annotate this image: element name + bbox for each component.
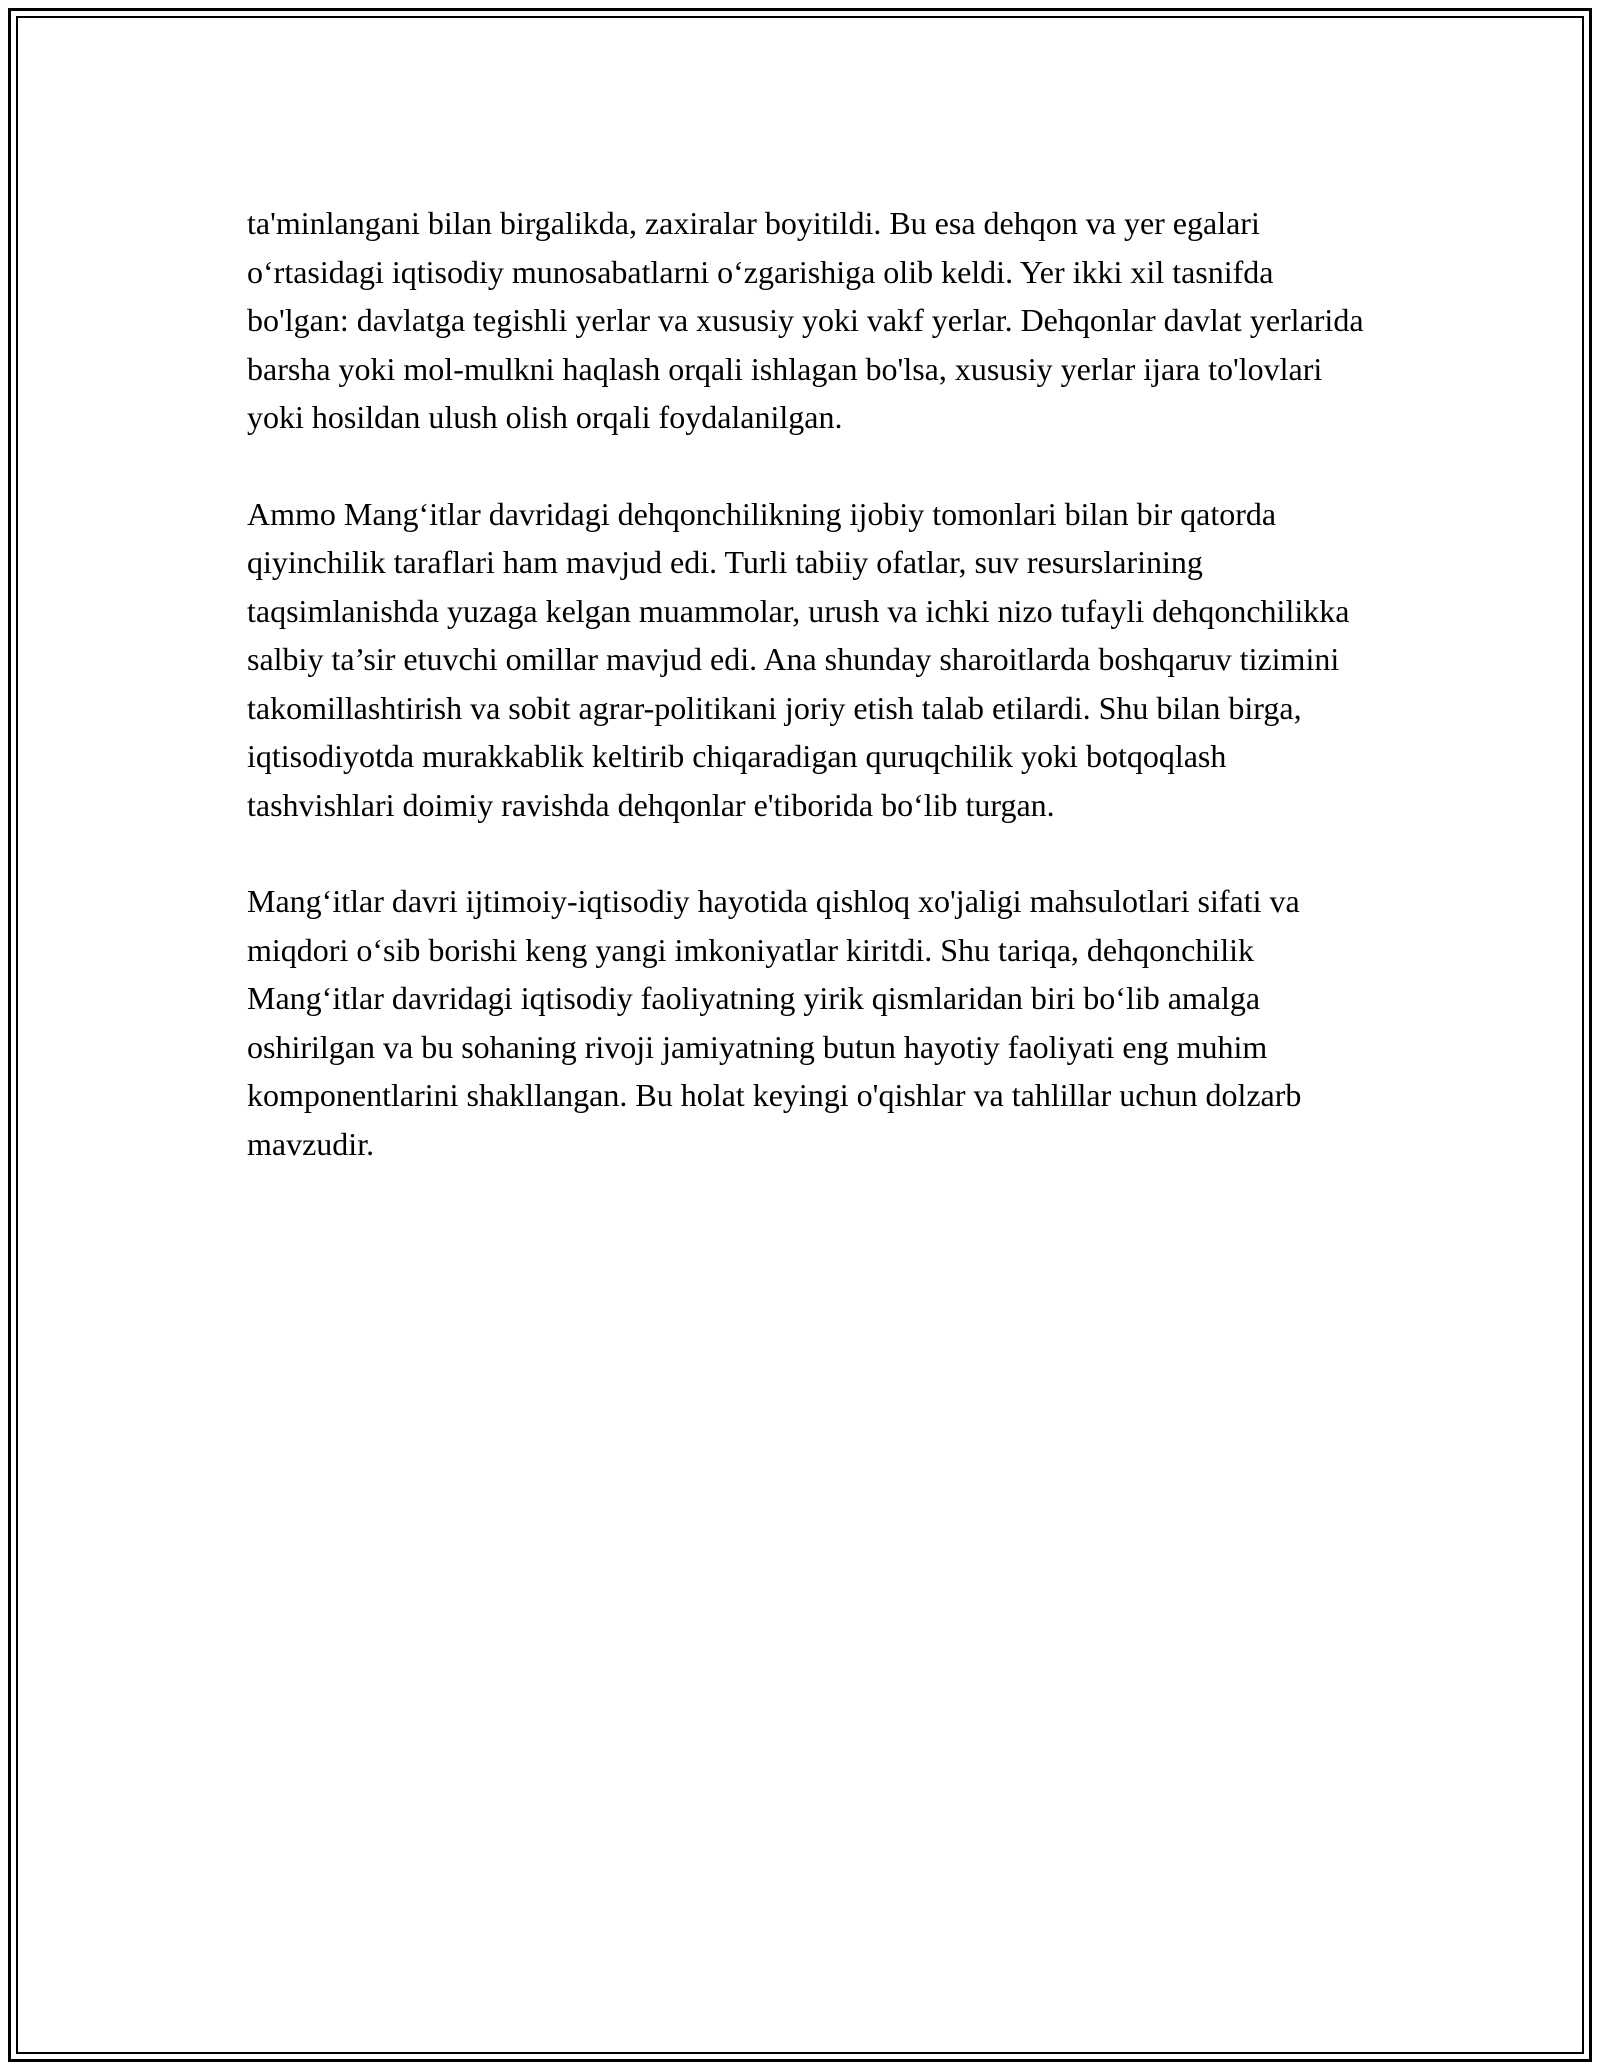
paragraph-2: Ammo Mang‘itlar davridagi dehqonchilikning ijobiy tomonlari bilan bir qatorda qiyinchilik taraflari ham mavjud edi. Turli tabiiy ofatlar, suv resurslarining taqsimlanishda yuzaga kelgan muammolar, urush va ichki nizo tufayli dehqonchilikka salbiy ta’sir etuvchi omillar mavjud edi. Ana shunday sharoitlarda boshqaruv tizimini takomillashtirish va sobit agrar-politikani joriy etish talab etilardi. Shu bilan birga, iqtisodiyotda murakkablik keltirib chiqaradigan quruqchilik yoki botqoqlash tashvishlari doimiy ravishda dehqonlar e'tiborida bo‘lib turgan.: [247, 495, 1350, 823]
page-border: [8, 8, 1592, 2062]
paragraph-3: Mang‘itlar davri ijtimoiy-iqtisodiy hayotida qishloq xo'jaligi mahsulotlari sifati va miqdori o‘sib borishi keng yangi imkoniyatlar kiritdi. Shu tariqa, dehqonchilik Mang‘itlar davridagi iqtisodiy faoliyatning yirik qismlaridan biri bo‘lib amalga oshirilgan va bu sohaning rivoji jamiyatning butun hayotiy faoliyati eng muhim komponentlarini shakllangan. Bu holat keyingi o'qishlar va tahlillar uchun dolzarb mavzudir.: [247, 883, 1302, 1162]
paragraph-1: ta'minlangani bilan birgalikda, zaxiralar boyitildi. Bu esa dehqon va yer egalari o‘rtasidagi iqtisodiy munosabatlarni o‘zgarishiga olib keldi. Yer ikki xil tasnifda bo'lgan: davlatga tegishli yerlar va xususiy yoki vakf yerlar. Dehqonlar davlat yerlarida barsha yoki mol-mulkni haqlash orqali ishlagan bo'lsa, xususiy yerlar ijara to'lovlari yoki hosildan ulush olish orqali foydalanilgan.: [247, 205, 1364, 435]
document-body: [247, 199, 1377, 1168]
